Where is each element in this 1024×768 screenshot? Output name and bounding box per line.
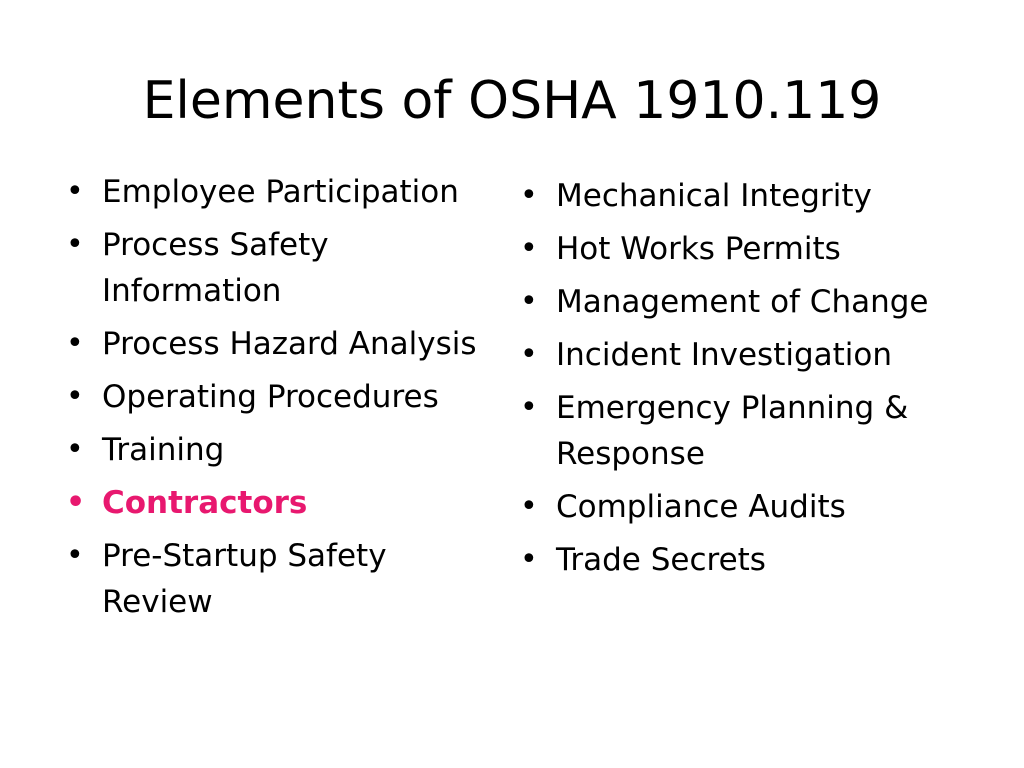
bullet-icon: • [520,489,538,524]
bullet-icon: • [520,178,538,213]
bullet-icon: • [520,542,538,577]
slide-title: Elements of OSHA 1910.119 [142,71,882,131]
bullet-text: Contractors [102,485,308,521]
bullet-text: Operating Procedures [102,379,439,415]
bullet-text: Process Safety Information [102,227,329,309]
bullet-item [64,169,494,215]
bullet-item [64,427,494,473]
bullet-icon: • [520,284,538,319]
bullet-icon: • [520,390,538,425]
bullet-text: Management of Change [556,284,929,320]
bullet-item [518,279,958,325]
bullet-icon: • [66,485,86,520]
bullet-icon: • [66,379,84,414]
bullet-item [64,222,494,314]
bullet-item [518,226,958,272]
bullet-text: Training [102,432,225,468]
bullet-icon: • [520,337,538,372]
bullet-icon: • [66,174,84,209]
bullet-text: Compliance Audits [556,489,846,525]
bullet-item [64,321,494,367]
bullet-item [518,537,958,583]
bullet-item-highlighted [64,480,494,526]
bullet-item [64,533,494,625]
bullet-icon: • [66,538,84,573]
bullet-text: Incident Investigation [556,337,893,373]
bullet-item [518,173,958,219]
bullet-item [518,484,958,530]
bullet-text: Emergency Planning & Response [556,390,909,472]
bullet-icon: • [520,231,538,266]
bullet-item [64,374,494,420]
left-bullet-list [64,169,494,632]
right-bullet-list [518,173,958,590]
bullet-icon: • [66,432,84,467]
bullet-item [518,332,958,378]
bullet-icon: • [66,326,84,361]
bullet-item [518,385,958,477]
bullet-text: Hot Works Permits [556,231,841,267]
bullet-text: Trade Secrets [556,542,766,578]
bullet-text: Mechanical Integrity [556,178,872,214]
bullet-text: Employee Participation [102,174,459,210]
bullet-text: Process Hazard Analysis [102,326,477,362]
bullet-icon: • [66,227,84,262]
bullet-text: Pre-Startup Safety Review [102,538,387,620]
